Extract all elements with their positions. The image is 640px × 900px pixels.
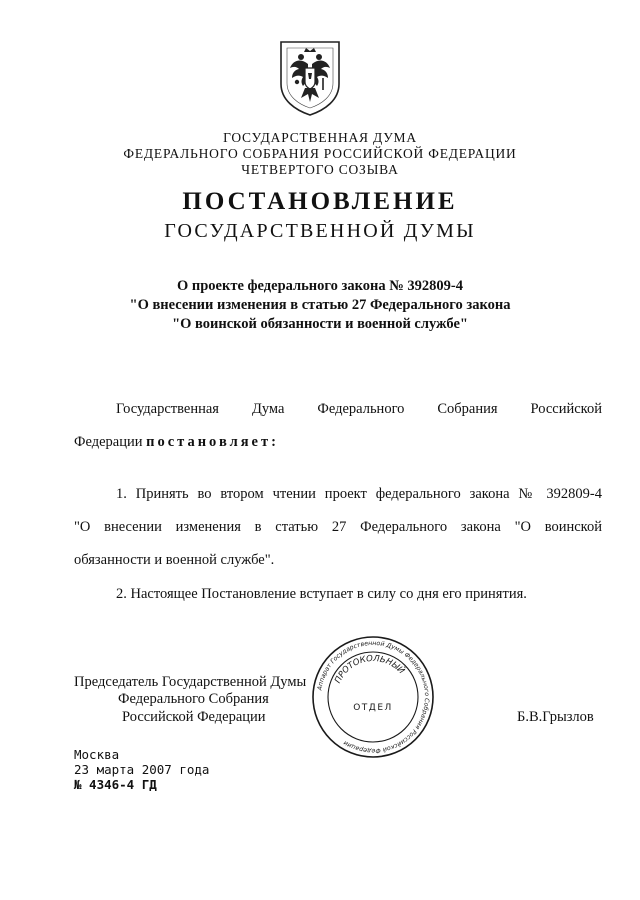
footer-date: 23 марта 2007 года: [74, 762, 210, 777]
header-line-federal-assembly: ФЕДЕРАЛЬНОГО СОБРАНИЯ РОССИЙСКОЙ ФЕДЕРАЦИИ: [123, 146, 517, 161]
stamp-inner-text: ПРОТОКОЛЬНЫЙ: [333, 653, 407, 686]
signatory-title-line-2: Федерального Собрания: [118, 691, 269, 707]
preamble-line-1: Государственная Дума Федерального Собрания Российской: [116, 401, 602, 417]
item-1-line-1: 1. Принять во втором чтении проект федерального закона № 392809-4: [116, 486, 602, 502]
signatory-title-line-3: Российской Федерации: [122, 709, 266, 725]
footer-number: № 4346-4 ГД: [74, 777, 157, 792]
signatory-name: Б.В.Грызлов: [517, 709, 594, 725]
stamp-outer-text: Аппарат Государственной Думы Федерального Собрания Российской Федерации: [316, 639, 431, 755]
header-line-duma: ГОСУДАРСТВЕННАЯ ДУМА: [223, 130, 417, 145]
preamble-prefix: Федерации: [74, 434, 143, 450]
item-2: 2. Настоящее Постановление вступает в силу со дня его принятия.: [116, 586, 527, 602]
item-1-line-2: "О внесении изменения в статью 27 Федерального закона "О воинской: [74, 519, 602, 535]
preamble-verb: постановляет:: [146, 434, 279, 450]
preamble-line-2: [74, 434, 279, 451]
subject-line-3: "О воинской обязанности и военной службе": [172, 316, 468, 332]
subject-line-1: О проекте федерального закона № 392809-4: [176, 278, 464, 294]
footer-city: Москва: [74, 747, 120, 762]
document-issuer-title: ГОСУДАРСТВЕННОЙ ДУМЫ: [164, 220, 476, 242]
coat-of-arms-emblem: [275, 38, 345, 118]
item-1-line-3: обязанности и военной службе".: [74, 552, 275, 568]
svg-text:Аппарат Государственной Думы Ф: [316, 640, 430, 754]
protocol-department-stamp: [311, 635, 435, 759]
subject-line-2: "О внесении изменения в статью 27 Федерального закона: [129, 297, 511, 313]
stamp-center-text: ОТДЕЛ: [353, 703, 393, 713]
header-line-convocation: ЧЕТВЕРТОГО СОЗЫВА: [241, 162, 399, 177]
signatory-title-line-1: Председатель Государственной Думы: [74, 674, 307, 690]
document-type-title: ПОСТАНОВЛЕНИЕ: [182, 188, 458, 215]
